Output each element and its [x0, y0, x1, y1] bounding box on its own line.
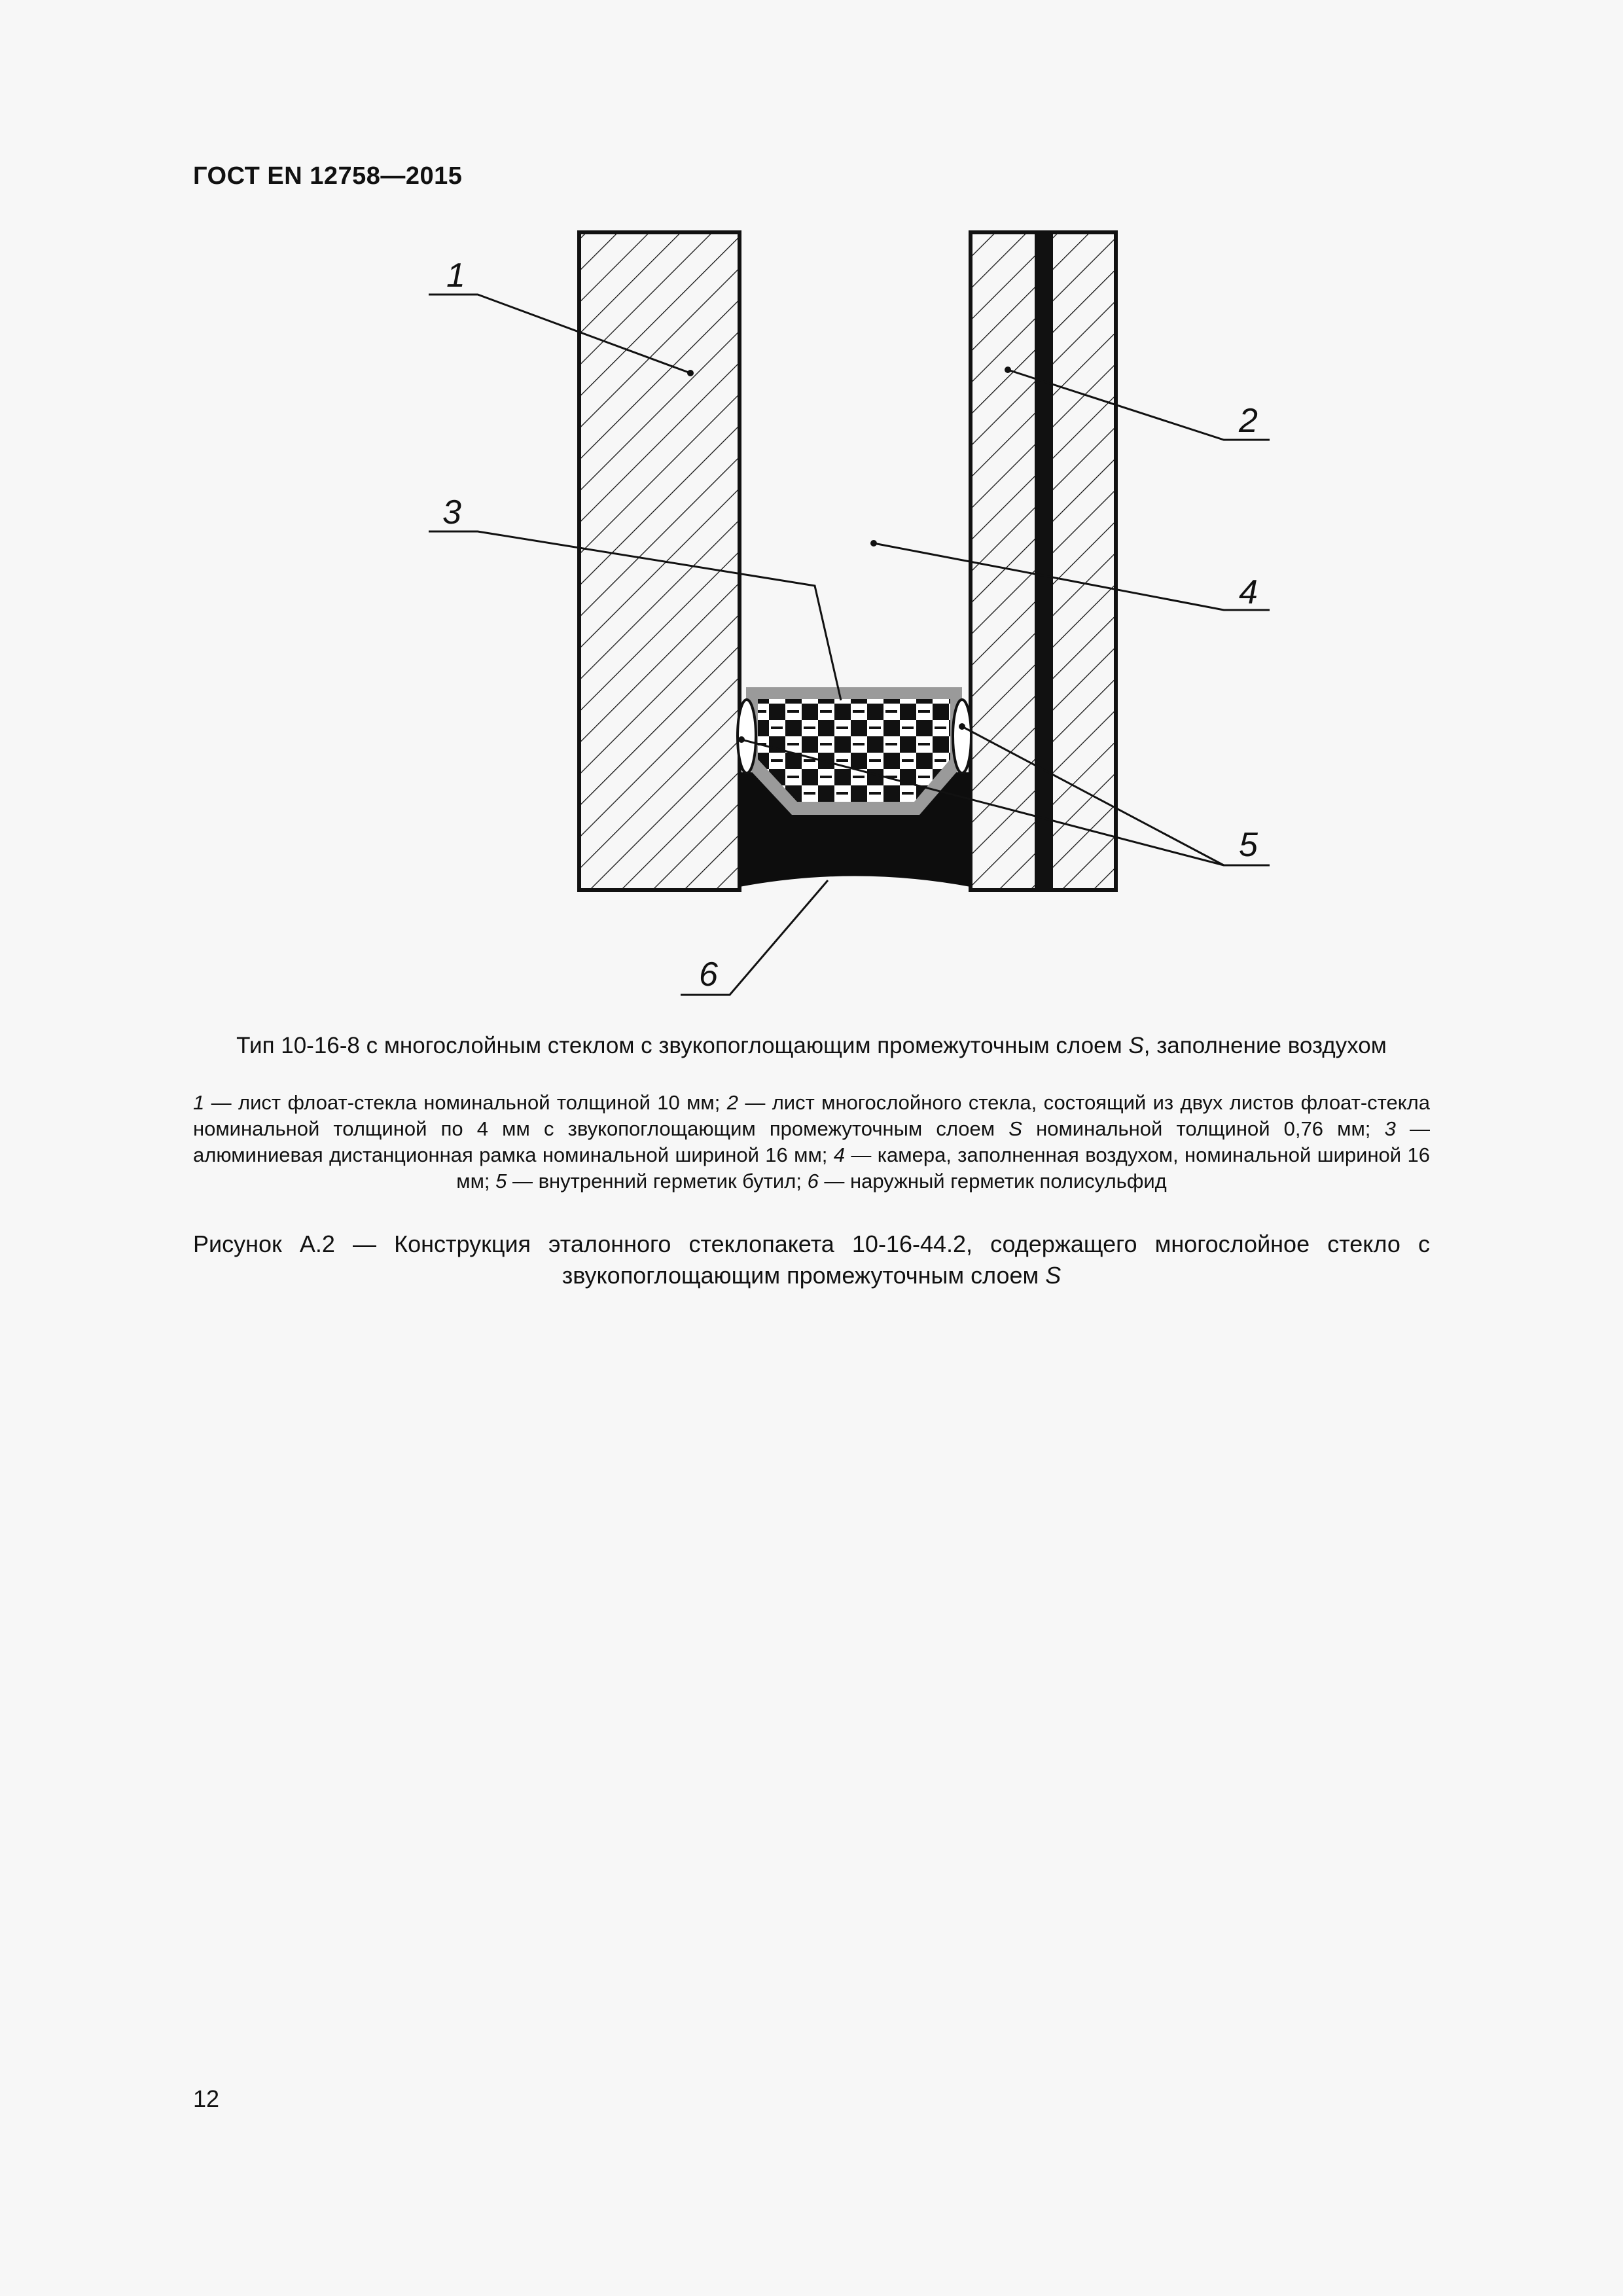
- figure-caption: Рисунок А.2 — Конструкция эталонного стеклопакета 10-16-44.2, содержащего многослойное стекло с звукопоглощающим промежуточным слоем S: [193, 1230, 1430, 1289]
- glazing-unit-diagram: [0, 0, 1623, 1021]
- inner-sealant-left: [738, 700, 756, 773]
- label-3: 3: [442, 493, 461, 531]
- label-6: 6: [699, 956, 718, 994]
- label-5: 5: [1239, 826, 1258, 864]
- label-1: 1: [446, 257, 465, 295]
- figure-type-caption: Тип 10-16-8 с многослойным стеклом с звукопоглощающим промежуточным слоем S, заполнение воздухом: [236, 1033, 1387, 1058]
- leader-lines: [429, 295, 1270, 995]
- label-4: 4: [1239, 573, 1258, 611]
- label-2: 2: [1239, 402, 1258, 440]
- document-header: ГОСТ EN 12758—2015: [193, 162, 463, 190]
- figure-legend: 1 — лист флоат-стекла номинальной толщиной 10 мм; 2 — лист многослойного стекла, состоящий из двух листов флоат-стекла номинальной толщиной по 4 мм с звукопоглощающим промежуточным слоем S номинальной толщиной 0,76 мм; 3 — алюминиевая дистанционная рамка номинальной шириной 16 мм; 4 — камера, заполненная воздухом, номинальной шириной 16 мм; 5 — внутренний герметик бутил; 6 — наружный герметик полисульфид: [193, 1091, 1430, 1193]
- inner-sealant-right: [953, 700, 971, 773]
- interlayer-s: [1035, 232, 1053, 890]
- page-number: 12: [193, 2085, 220, 2112]
